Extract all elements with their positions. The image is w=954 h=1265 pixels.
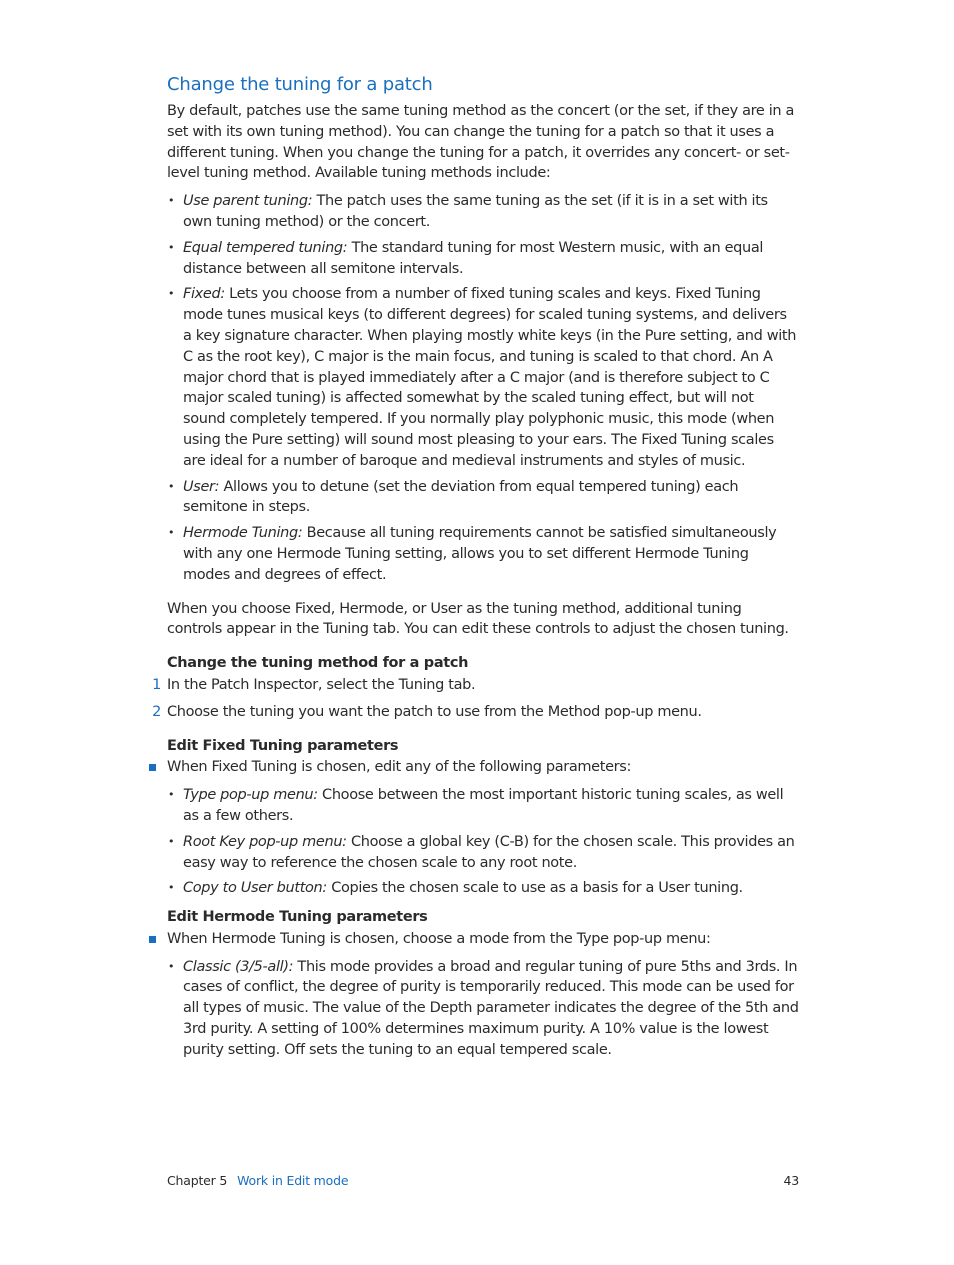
- step-2: [152, 702, 799, 723]
- step-number: 1: [152, 676, 161, 693]
- page-footer: [167, 1171, 799, 1191]
- list-item-text: Copies the chosen scale to use as a basis for a User tuning.: [326, 880, 743, 897]
- list-item-term: Classic (3/5-all):: [183, 958, 294, 975]
- list-item: [167, 477, 799, 519]
- task-heading-change-method: Change the tuning method for a patch: [167, 655, 469, 672]
- list-item: [167, 957, 799, 1061]
- list-item-term: Fixed:: [183, 286, 225, 303]
- list-item-text: Choose a global key (C-B) for the chosen scale. This provides an easy way to reference the chosen scale to any root note.: [183, 833, 795, 871]
- list-item: [167, 878, 799, 899]
- list-item: [167, 191, 799, 233]
- list-item: [167, 238, 799, 280]
- page-content: [152, 73, 799, 1066]
- list-item: [167, 785, 799, 827]
- list-item-term: Type pop-up menu:: [183, 787, 318, 804]
- step-text: When Fixed Tuning is chosen, edit any of the following parameters:: [167, 759, 631, 776]
- list-item: [167, 284, 799, 471]
- list-item-term: User:: [183, 478, 220, 495]
- step-1: [152, 675, 799, 696]
- list-item-term: Root Key pop-up menu:: [183, 833, 347, 850]
- footer-chapter: Chapter 5: [167, 1173, 228, 1188]
- tuning-controls-paragraph: When you choose Fixed, Hermode, or User as the tuning method, additional tuning controls appear in the Tuning tab. You can edit these controls to adjust the chosen tuning.: [167, 600, 789, 638]
- page-number: 43: [783, 1173, 799, 1188]
- step-number: 2: [152, 703, 161, 720]
- task-heading-hermode-tuning: Edit Hermode Tuning parameters: [167, 909, 428, 926]
- tuning-methods-list: [167, 191, 799, 585]
- task-heading-fixed-tuning: Edit Fixed Tuning parameters: [167, 737, 399, 754]
- list-item: [167, 832, 799, 874]
- list-item: [167, 523, 799, 585]
- list-item-text: Allows you to detune (set the deviation from equal tempered tuning) each semitone in steps.: [183, 478, 739, 516]
- square-bullet-icon: [149, 936, 156, 943]
- list-item-term: Hermode Tuning:: [183, 525, 303, 542]
- footer-chapter-title-link[interactable]: Work in Edit mode: [237, 1173, 349, 1188]
- list-item-text: This mode provides a broad and regular tuning of pure 5ths and 3rds. In cases of conflict, the degree of purity is temporarily reduced. This mode can be used for all types of music. The value of the Depth parameter indicates the degree of the 5th and 3rd purity. A setting of 100% determines maximum purity. A 10% value is the lowest purity setting. Off sets the tuning to an equal tempered scale.: [183, 958, 799, 1058]
- list-item-term: Copy to User button:: [183, 880, 327, 897]
- list-item-text: Lets you choose from a number of fixed tuning scales and keys. Fixed Tuning mode tunes musical keys (to different degrees) for scaled tuning systems, and delivers a key signature character. When playing mostly white keys (in the Pure setting, and with C as the root key), C major is the main focus, and tuning is scaled to that chord. An A major chord that is played immediately after a C major (and is therefore subject to C major scaled tuning) is affected somewhat by the scaled tuning effect, but will not sound completely tempered. If you normally play polyphonic music, this mode (when using the Pure setting) will sound most pleasing to your ears. The Fixed Tuning scales are ideal for a number of baroque and medieval instruments and styles of music.: [183, 286, 797, 469]
- hermode-modes-list: [167, 957, 799, 1061]
- list-item-text: The standard tuning for most Western music, with an equal distance between all semitone intervals.: [183, 239, 764, 277]
- list-item-text: Choose between the most important historic tuning scales, as well as a few others.: [183, 787, 784, 824]
- step-text: In the Patch Inspector, select the Tuning tab.: [167, 676, 476, 693]
- intro-paragraph: By default, patches use the same tuning method as the concert (or the set, if they are in a set with its own tuning method). You can change the tuning for a patch so that it uses a different tuning. When you change the tuning for a patch, it overrides any concert- or set-level tuning method. Available tuning methods include:: [167, 103, 795, 182]
- list-item-term: Use parent tuning:: [183, 193, 313, 210]
- list-item-term: Equal tempered tuning:: [183, 239, 348, 256]
- fixed-tuning-params-list: [167, 785, 799, 899]
- square-bullet-icon: [149, 764, 156, 771]
- list-item-text: Because all tuning requirements cannot be satisfied simultaneously with any one Hermode Tuning setting, allows you to set different Hermode Tuning modes and degrees of effect.: [183, 525, 777, 583]
- single-step: [167, 929, 799, 950]
- step-text: Choose the tuning you want the patch to use from the Method pop-up menu.: [167, 703, 702, 720]
- section-title: Change the tuning for a patch: [167, 74, 433, 95]
- single-step: [167, 757, 799, 778]
- list-item-text: The patch uses the same tuning as the set (if it is in a set with its own tuning method) or the concert.: [183, 193, 768, 230]
- step-text: When Hermode Tuning is chosen, choose a mode from the Type pop-up menu:: [167, 930, 711, 947]
